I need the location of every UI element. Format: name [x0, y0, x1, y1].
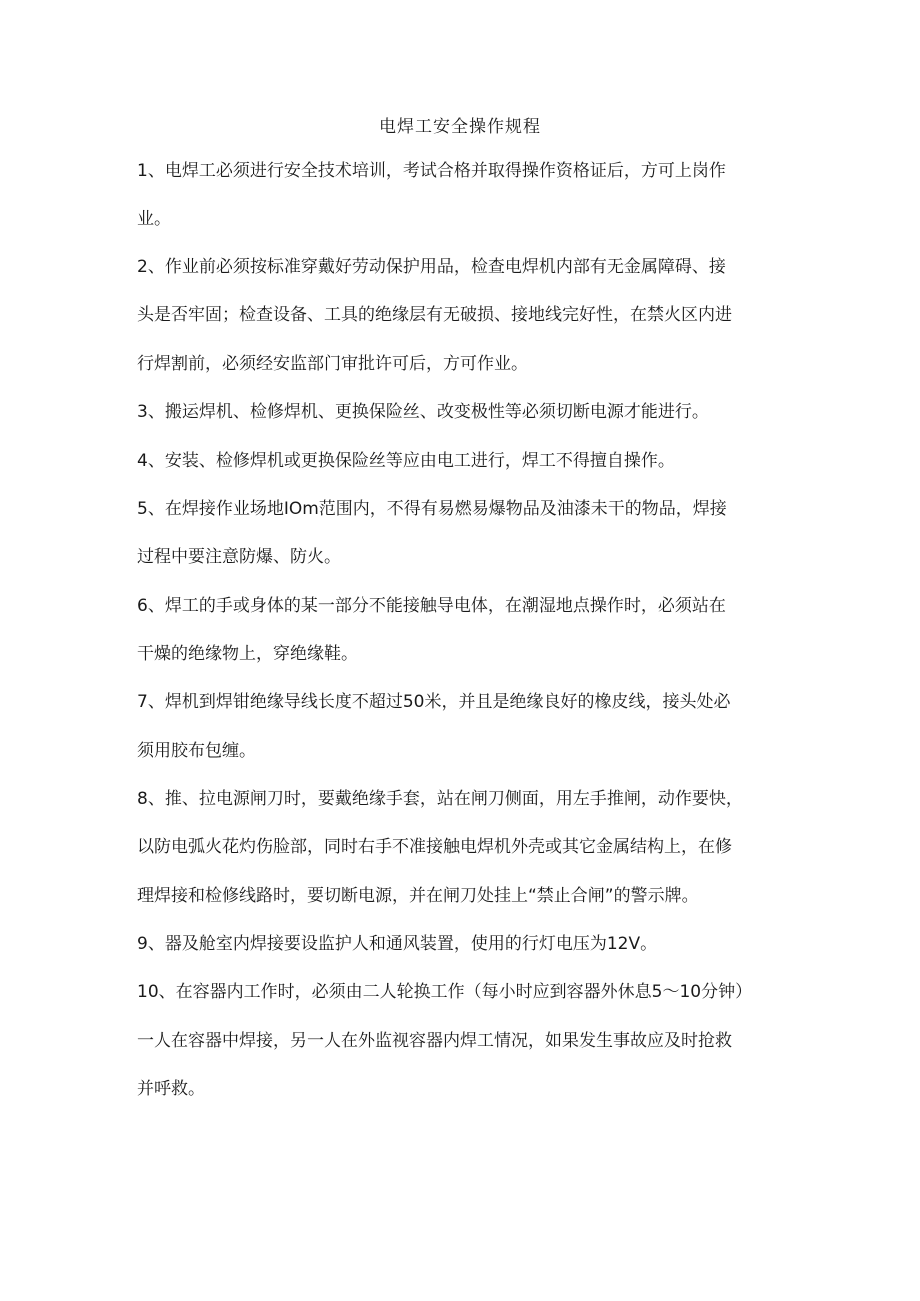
text-line: 6、焊工的手或身体的某一部分不能接触导电体，在潮湿地点操作时，必须站在 [137, 596, 726, 616]
text-line: 8、推、拉电源闸刀时，要戴绝缘手套，站在闸刀侧面，用左手推闸，动作要快， [137, 789, 743, 809]
text-line: 头是否牢固；检查设备、工具的绝缘层有无破损、接地线完好性，在禁火区内进 [137, 305, 732, 325]
text-line: 过程中要注意防爆、防火。 [137, 547, 341, 567]
text-line: 9、器及舱室内焊接要设监护人和通风装置，使用的行灯电压为12V。 [137, 934, 658, 954]
text-line: 业。 [137, 209, 171, 229]
text-line: 行焊割前，必须经安监部门审批许可后，方可作业。 [137, 354, 528, 374]
text-line: 3、搬运焊机、检修焊机、更换保险丝、改变极性等必须切断电源才能进行。 [137, 402, 709, 422]
text-line: 7、焊机到焊钳绝缘导线长度不超过50米，并且是绝缘良好的橡皮线，接头处必 [137, 692, 731, 712]
text-line: 一人在容器中焊接，另一人在外监视容器内焊工情况，如果发生事故应及时抢救 [137, 1031, 732, 1051]
text-line: 5、在焊接作业场地IOm范围内，不得有易燃易爆物品及油漆未干的物品，焊接 [137, 499, 727, 519]
text-line: 以防电弧火花灼伤脸部，同时右手不准接触电焊机外壳或其它金属结构上，在修 [137, 837, 732, 857]
text-line: 4、安装、检修焊机或更换保险丝等应由电工进行，焊工不得擅自操作。 [137, 451, 675, 471]
document-title: 电焊工安全操作规程 [379, 117, 541, 137]
text-line: 2、作业前必须按标准穿戴好劳动保护用品，检查电焊机内部有无金属障碍、接 [137, 257, 726, 277]
text-line: 10、在容器内工作时，必须由二人轮换工作（每小时应到容器外休息5〜10分钟） [137, 982, 753, 1002]
text-line: 须用胶布包缠。 [137, 741, 256, 761]
text-line: 理焊接和检修线路时，要切断电源，并在闸刀处挂上“禁止合闸”的警示牌。 [137, 886, 699, 906]
text-line: 1、电焊工必须进行安全技术培训，考试合格并取得操作资格证后，方可上岗作 [137, 161, 726, 181]
text-line: 干燥的绝缘物上，穿绝缘鞋。 [137, 644, 358, 664]
text-line: 并呼救。 [137, 1079, 205, 1099]
